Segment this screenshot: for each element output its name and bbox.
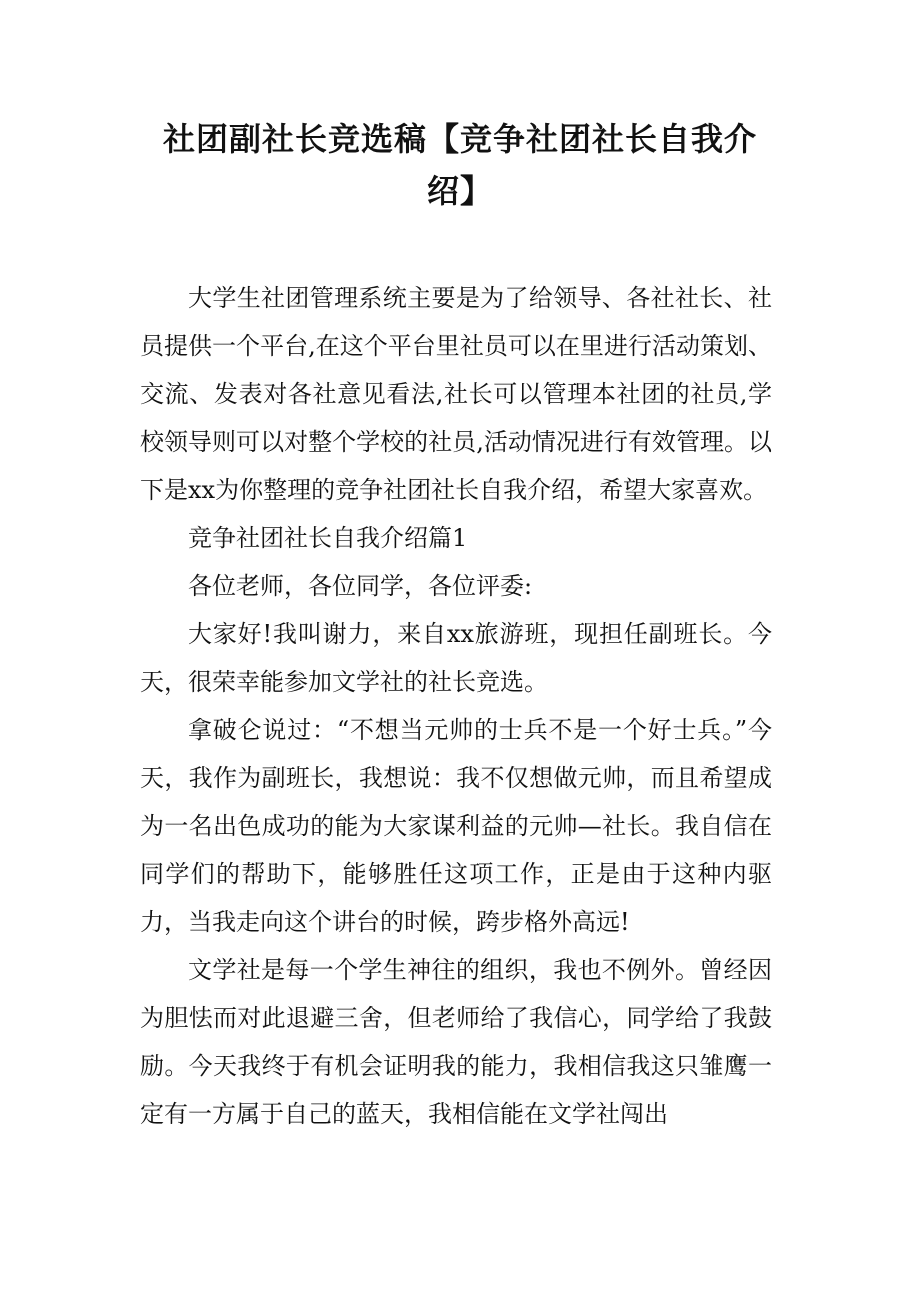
intro-paragraph: 大学生社团管理系统主要是为了给领导、各社社长、社员提供一个平台,在这个平台里社员可以在里进行活动策划、交流、发表对各社意见看法,社长可以管理本社团的社员,学校领导则可以对整个学校的社员,活动情况进行有效管理。以下是xx为你整理的竞争社团社长自我介绍，希望大家喜欢。 — [140, 284, 772, 504]
document-body — [140, 274, 772, 1138]
quote-paragraph: 拿破仑说过：“不想当元帅的士兵不是一个好士兵。”今天，我作为副班长，我想说：我不仅想做元帅，而且希望成为一名出色成功的能为大家谋利益的元帅—社长。我自信在同学们的帮助下，能够胜任这项工作，正是由于这种内驱力，当我走向这个讲台的时候，跨步格外高远! — [140, 716, 772, 936]
salutation-paragraph: 各位老师，各位同学，各位评委: — [188, 572, 533, 600]
body-paragraph: 文学社是每一个学生神往的组织，我也不例外。曾经因为胆怯而对此退避三舍，但老师给了我信心，同学给了我鼓励。今天我终于有机会证明我的能力，我相信我这只雏鹰一定有一方属于自己的蓝天，我相信能在文学社闯出 — [140, 956, 772, 1128]
document-title: 社团副社长竞选稿【竞争社团社长自我介绍】 — [162, 120, 757, 210]
greeting-paragraph: 大家好!我叫谢力，来自xx旅游班，现担任副班长。今天，很荣幸能参加文学社的社长竞选。 — [140, 620, 772, 696]
section-heading: 竞争社团社长自我介绍篇1 — [188, 524, 468, 552]
